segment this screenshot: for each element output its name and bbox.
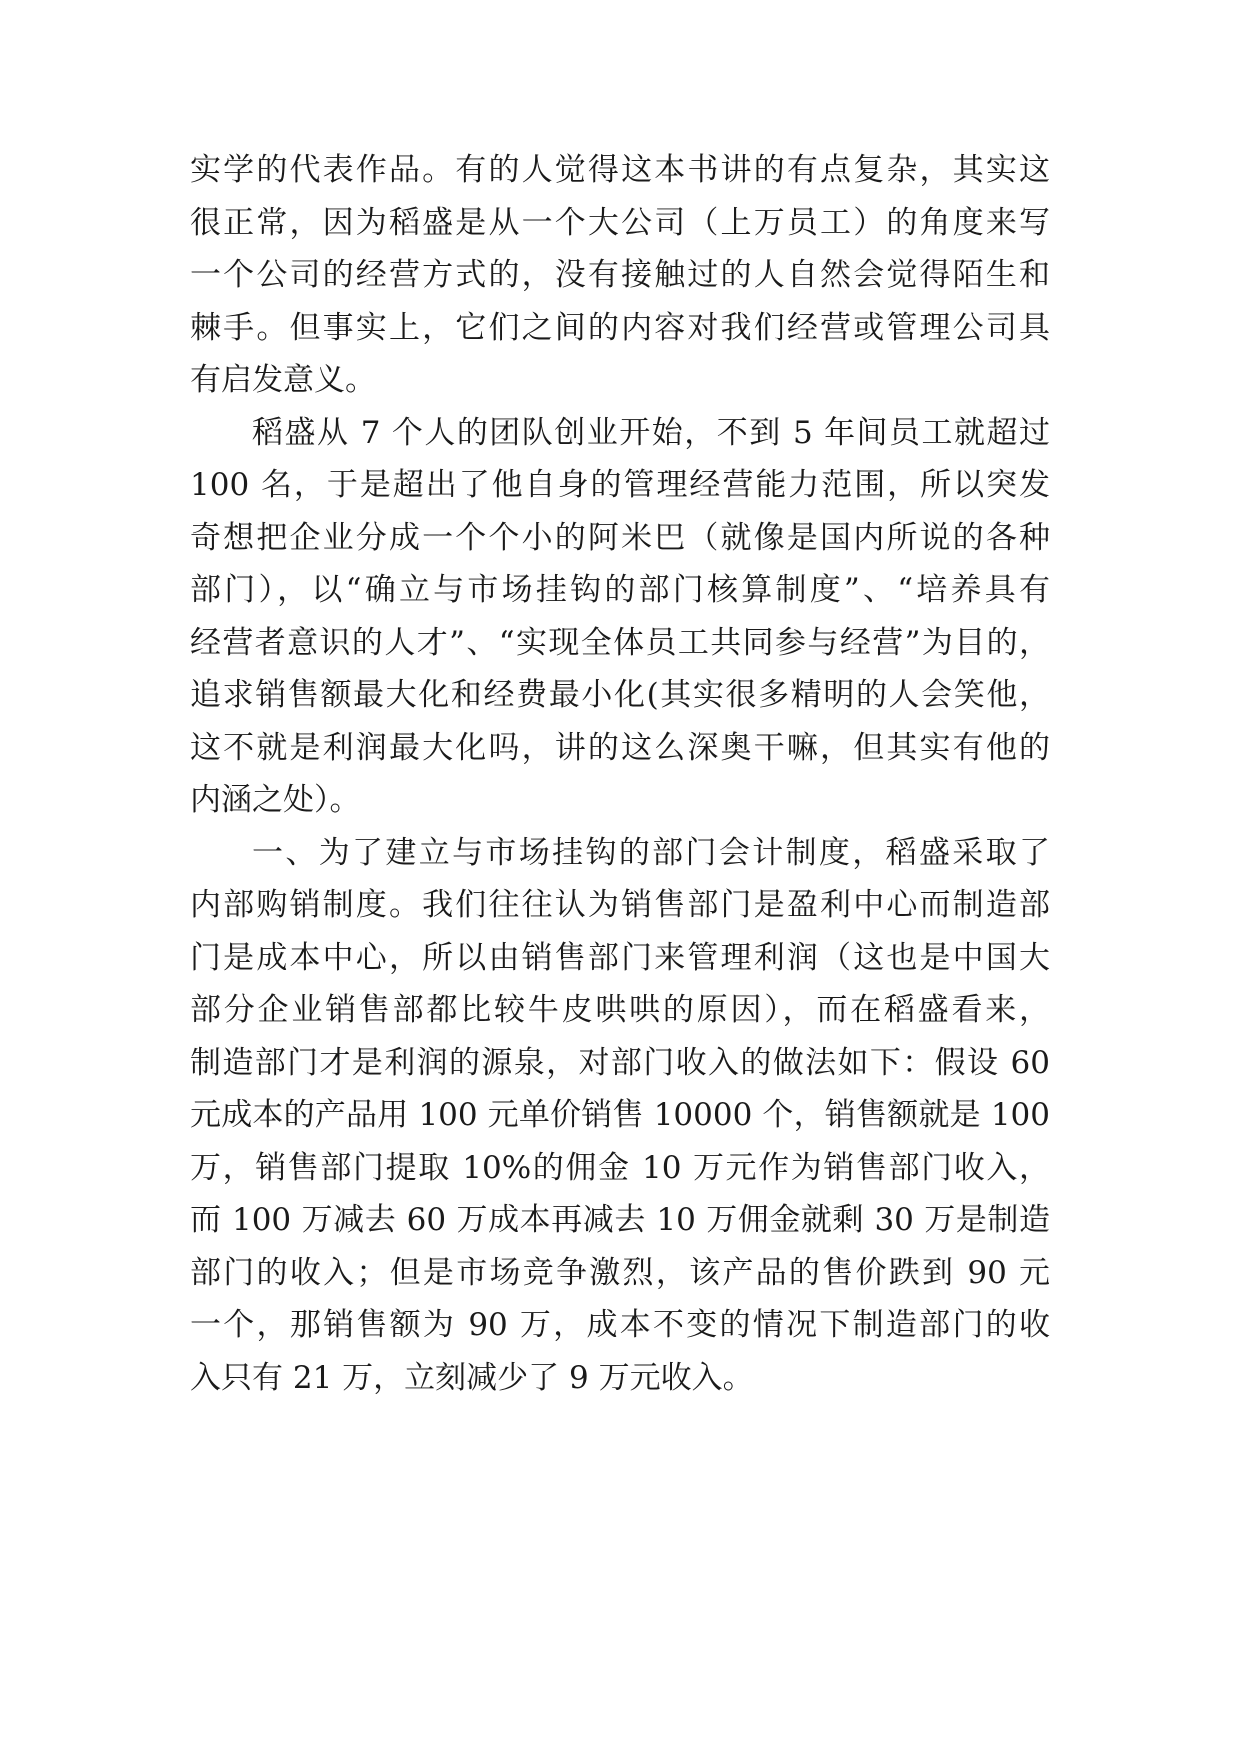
paragraph-3-line-8: 而 100 万减去 60 万成本再减去 10 万佣金就剩 30 万是制造 [190, 1202, 1050, 1238]
paragraph-2-line-7: 这不就是利润最大化吗，讲的这么深奥干嘛，但其实有他的 [190, 729, 1050, 766]
paragraph-3-line-3: 门是成本中心，所以由销售部门来管理利润（这也是中国大 [190, 939, 1050, 976]
paragraph-3-line-6: 元成本的产品用 100 元单价销售 10000 个，销售额就是 100 [190, 1097, 1050, 1133]
paragraph-3-line-7: 万，销售部门提取 10%的佣金 10 万元作为销售部门收入， [190, 1149, 1050, 1186]
paragraph-3-line-10: 一个，那销售额为 90 万，成本不变的情况下制造部门的收 [190, 1307, 1050, 1343]
paragraph-2-line-1: 稻盛从 7 个人的团队创业开始，不到 5 年间员工就超过 [252, 414, 1050, 451]
paragraph-1-line-4: 棘手。但事实上，它们之间的内容对我们经营或管理公司具 [190, 309, 1050, 346]
paragraph-2-line-5: 经营者意识的人才”、“实现全体员工共同参与经营”为目的， [190, 624, 1050, 661]
paragraph-2-line-4: 部门），以“确立与市场挂钩的部门核算制度”、“培养具有 [190, 572, 1050, 608]
paragraph-2-line-6: 追求销售额最大化和经费最小化(其实很多精明的人会笑他， [190, 677, 1050, 713]
paragraph-2-line-2: 100 名，于是超出了他自身的管理经营能力范围，所以突发 [190, 467, 1050, 503]
paragraph-3-line-11: 入只有 21 万，立刻减少了 9 万元收入。 [190, 1359, 754, 1396]
paragraph-3-line-2: 内部购销制度。我们往往认为销售部门是盈利中心而制造部 [190, 887, 1050, 923]
paragraph-3-line-4: 部分企业销售部都比较牛皮哄哄的原因），而在稻盛看来， [190, 992, 1050, 1028]
paragraph-3-line-9: 部门的收入；但是市场竞争激烈，该产品的售价跌到 90 元 [190, 1254, 1050, 1291]
paragraph-1-line-3: 一个公司的经营方式的，没有接触过的人自然会觉得陌生和 [190, 257, 1050, 293]
paragraph-2-line-8: 内涵之处）。 [190, 782, 361, 818]
paragraph-3-line-5: 制造部门才是利润的源泉，对部门收入的做法如下：假设 60 [190, 1044, 1050, 1081]
paragraph-1-line-2: 很正常，因为稻盛是从一个大公司（上万员工）的角度来写 [190, 204, 1050, 241]
paragraph-2-line-3: 奇想把企业分成一个个小的阿米巴（就像是国内所说的各种 [190, 519, 1050, 556]
paragraph-1-line-1: 实学的代表作品。有的人觉得这本书讲的有点复杂，其实这 [190, 152, 1050, 188]
body-text [190, 144, 1050, 1404]
paragraph-1-line-5: 有启发意义。 [190, 362, 376, 398]
paragraph-3-line-1: 一、为了建立与市场挂钩的部门会计制度，稻盛采取了 [252, 834, 1050, 871]
